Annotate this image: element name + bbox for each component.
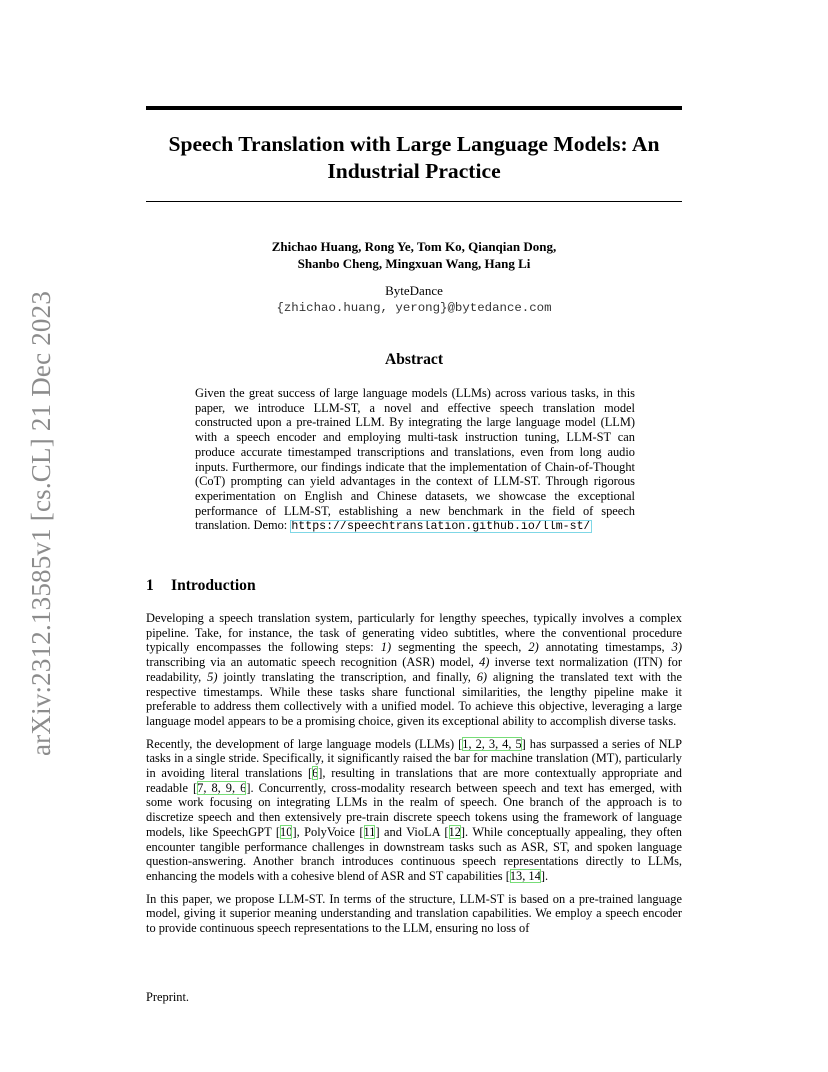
- text-run: ], PolyVoice [: [292, 824, 364, 839]
- section-heading-introduction: [146, 577, 256, 595]
- author-list: [146, 239, 682, 272]
- citation-link[interactable]: 11: [363, 824, 376, 839]
- abstract-text: Given the great success of large language models (LLMs) across various tasks, in this paper, we introduce LLM-ST, a novel and effective speech translation model constructed upon a pre-trained LLM. By integrating the large language model (LLM) with a speech encoder and employing multi-task instruction tuning, LLM-ST can produce accurate timestamped transcriptions and translations, even from long audio inputs. Furthermore, our findings indicate that the implementation of Chain-of-Thought (CoT) prompting can yield advantages in the context of LLM-ST. Through rigorous experimentation on English and Chinese datasets, we showcase the exceptional performance of LLM-ST, establishing a new benchmark in the field of speech translation. Demo:: [195, 386, 635, 533]
- authors-line-2: Shanbo Cheng, Mingxuan Wang, Hang Li: [297, 255, 531, 271]
- title-top-rule: [146, 106, 682, 110]
- text-run: jointly translating the transcription, and finally,: [217, 669, 477, 684]
- section-number: 1: [146, 577, 154, 594]
- title-bottom-rule: [146, 201, 682, 202]
- paper-title: Speech Translation with Large Language Models: An Industrial Practice: [168, 132, 660, 183]
- step-number: 2): [528, 640, 539, 655]
- text-run: ]. While conceptually appealing, they often encounter tangible performance challenges in downstream tasks such as ASR, ST, and spoken language question-answering. Another branch introduces continuous speech representations directly to LLMs, enhancing the models with a cohesive blend of ASR and ST capabilities [: [146, 824, 683, 883]
- step-number: 3): [671, 640, 682, 655]
- demo-link[interactable]: https://speechtranslation.github.io/llm-st/: [291, 520, 591, 534]
- text-run: Recently, the development of large language models (LLMs) [: [146, 736, 463, 751]
- text-run: annotating timestamps,: [538, 640, 672, 655]
- text-run: ], resulting in translations that are more contextually appropriate and readable [: [146, 766, 682, 795]
- step-number: 1): [380, 640, 392, 655]
- arxiv-stamp: [22, 286, 56, 756]
- step-number: 6): [476, 669, 488, 684]
- authors-line-1: Zhichao Huang, Rong Ye, Tom Ko, Qianqian Dong,: [271, 239, 557, 254]
- citation-link[interactable]: 7, 8, 9, 6: [197, 780, 247, 795]
- affiliation: ByteDance: [385, 283, 443, 298]
- text-run: ]. Concurrently, cross-modality research between speech and text has emerged, with some work focusing on integrating LLMs in the realm of speech. One branch of the approach is to discretize speech and then extensively pre-train discrete speech tokens using the framework of language models, like SpeechGPT [: [146, 780, 682, 839]
- introduction-body: [146, 611, 682, 944]
- citation-link[interactable]: 13, 14: [509, 868, 541, 883]
- arxiv-identifier: arXiv:2312.13585v1 [cs.CL] 21 Dec 2023: [26, 290, 56, 756]
- step-number: 4): [479, 655, 490, 670]
- text-run: segmenting the speech,: [391, 640, 529, 655]
- footer-preprint: Preprint.: [146, 990, 190, 1004]
- abstract-body: [195, 386, 635, 535]
- citation-link[interactable]: 10: [280, 824, 293, 839]
- text-run: Developing a speech translation system, particularly for lengthy speeches, typically involves a complex pipeline. Take, for instance, the task of generating video subtitles, where the conventional procedure typically encompasses the following steps:: [146, 611, 682, 655]
- citation-link[interactable]: 12: [448, 824, 461, 839]
- affiliation-block: [146, 283, 682, 316]
- text-run: transcribing via an automatic speech recognition (ASR) model,: [146, 655, 480, 670]
- abstract-heading: Abstract: [384, 351, 444, 368]
- text-run: ] has surpassed a series of NLP tasks in a single stride. Specifically, it significantly raised the bar for machine translation (MT), particularly in avoiding literal translations [: [146, 736, 682, 781]
- section-title: Introduction: [171, 577, 256, 594]
- author-email: {zhichao.huang, yerong}@bytedance.com: [276, 300, 552, 315]
- step-number: 5): [207, 669, 218, 684]
- paragraph-3: In this paper, we propose LLM-ST. In terms of the structure, LLM-ST is based on a pre-trained language model, giving it superior meaning understanding and translation capabilities. We employ a speech encoder to provide continuous speech representations to the LLM, ensuring no loss of: [146, 891, 682, 936]
- paragraph-1: [146, 611, 682, 729]
- text-run: ].: [540, 868, 549, 883]
- text-run: aligning the translated text with the respective timestamps. While these tasks share functional similarities, the lengthy pipeline make it preferable to address them collectively with a unified model. To achieve this objective, leveraging a large language model appears to be a promising choice, given its exceptional ability to accomplish diverse tasks.: [146, 669, 682, 728]
- text-run: inverse text normalization (ITN) for readability,: [146, 655, 682, 684]
- citation-link[interactable]: 1, 2, 3, 4, 5: [462, 736, 522, 751]
- paragraph-2: [146, 737, 682, 884]
- citation-link[interactable]: 6: [312, 766, 319, 781]
- text-run: ] and VioLA [: [375, 824, 449, 839]
